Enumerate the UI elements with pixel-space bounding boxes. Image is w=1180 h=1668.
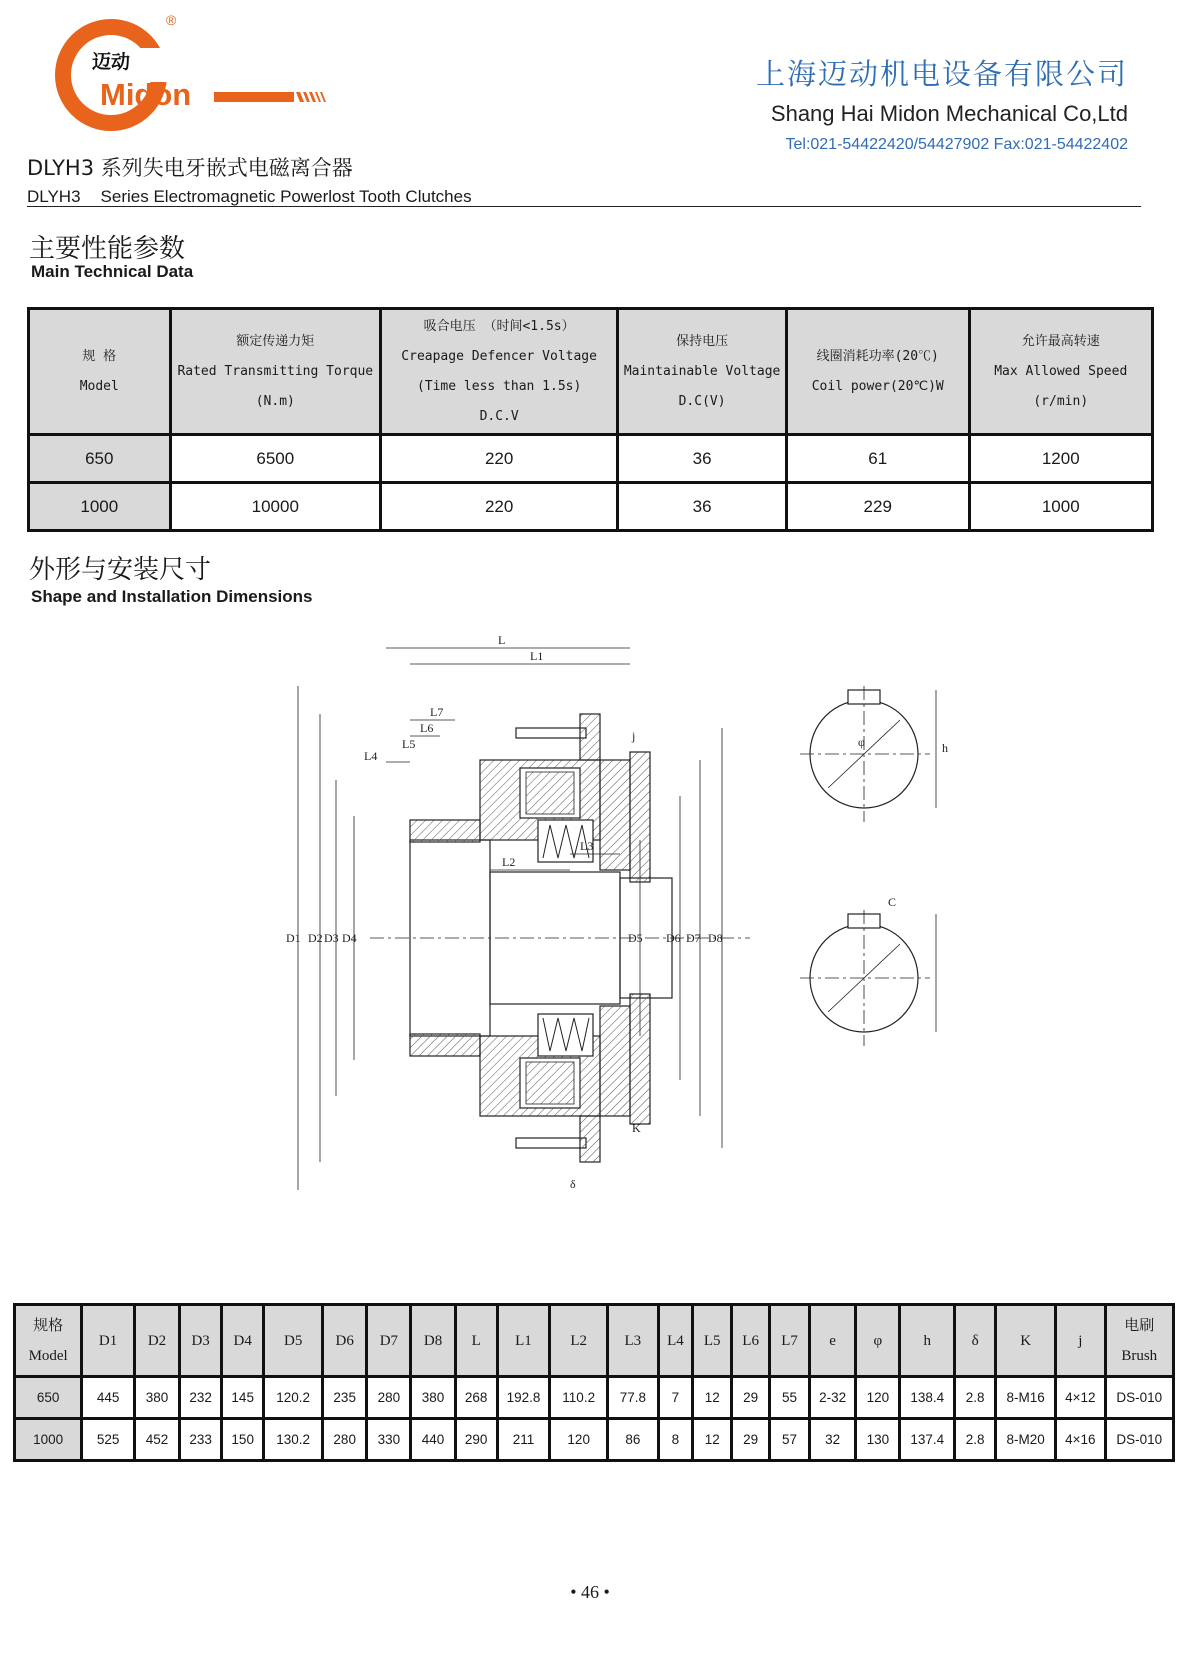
drawing-label: D8 — [708, 931, 723, 945]
section-title-cn: 主要性能参数 — [29, 234, 186, 264]
technical-data-table — [27, 307, 1154, 532]
drawing-label: δ — [570, 1177, 576, 1191]
drawing-label: L3 — [580, 839, 594, 853]
company-info — [756, 52, 1128, 154]
logo-en-text: Midon — [100, 77, 192, 112]
header-holding-voltage: 保持电压 Maintainable Voltage D.C(V) — [618, 309, 787, 435]
series-code: DLYH3 — [27, 187, 81, 206]
drawing-label: L7 — [430, 705, 444, 719]
company-contact: Tel:021-54422420/54427902 Fax:021-54422402 — [785, 136, 1128, 153]
drawing-label: D5 — [628, 931, 643, 945]
table-row: 650 445 380 232 145 120.2 235 280 380 268 192.8 110.2 77.8 7 12 29 55 2-32 120 138.4 2.8 8-M16 4×12 DS-010 — [15, 1377, 1174, 1419]
table-header-row — [29, 309, 1153, 435]
company-name-en: Shang Hai Midon Mechanical Co,Ltd — [770, 101, 1128, 126]
drawing-label: L2 — [502, 855, 516, 869]
section-title-cn: 外形与安装尺寸 — [29, 555, 212, 585]
drawing-label: φ — [858, 735, 865, 749]
header-model: 规 格 Model — [29, 309, 171, 435]
drawing-label: L4 — [364, 749, 378, 763]
drawing-label: j — [632, 729, 636, 743]
header-torque: 额定传递力矩 Rated Transmitting Torque (N.m) — [170, 309, 380, 435]
midon-logo — [56, 10, 356, 140]
header-pull-in-voltage: 吸合电压 （时间<1.5s） Creapage Defencer Voltage (Time less than 1.5s) D.C.V — [381, 309, 618, 435]
header-coil-power: 线圈消耗功率(20℃) Coil power(20℃)W — [786, 309, 969, 435]
drawing-label: L5 — [402, 737, 416, 751]
section-title-en: Main Technical Data — [31, 262, 194, 281]
logo-cn-text: 迈动 — [92, 51, 131, 73]
drawing-label: D3 — [324, 931, 339, 945]
drawing-label: D7 — [686, 931, 701, 945]
drawing-label: L — [498, 633, 506, 647]
drawing-label: D2 — [308, 931, 323, 945]
series-title-en — [27, 187, 472, 207]
drawing-label: K — [632, 1121, 641, 1135]
header-max-speed: 允许最高转速 Max Allowed Speed (r/min) — [969, 309, 1152, 435]
dimension-table — [13, 1303, 1175, 1462]
section-title-en: Shape and Installation Dimensions — [31, 587, 313, 606]
drawing-label: D6 — [666, 931, 681, 945]
table-row: 1000 10000 220 36 229 1000 — [29, 483, 1153, 531]
drawing-label: C — [888, 895, 897, 909]
table-row: 650 6500 220 36 61 1200 — [29, 435, 1153, 483]
header-model: 规格 Model — [15, 1305, 82, 1377]
drawing-label: D4 — [342, 931, 357, 945]
table-row: 1000 525 452 233 150 130.2 280 330 440 290 211 120 86 8 12 29 57 32 130 137.4 2.8 8-M20 4×16 DS-010 — [15, 1419, 1174, 1461]
drawing-label: D1 — [286, 931, 301, 945]
page-number: • 46 • — [570, 1582, 610, 1602]
drawing-label: L6 — [420, 721, 434, 735]
series-title-cn: DLYH3 系列失电牙嵌式电磁离合器 — [27, 156, 353, 180]
drawing-label: h — [942, 741, 948, 755]
title-divider — [27, 206, 1141, 207]
registered-mark: ® — [166, 12, 177, 28]
drawing-label: L1 — [530, 649, 544, 663]
company-name-cn: 上海迈动机电设备有限公司 — [755, 57, 1128, 91]
table-header-row: 规格 Model D1 D2 D3 D4 D5 D6 D7 D8 L L1 L2 L3 L4 L5 L6 L7 e φ h δ K j 电刷 Brush — [15, 1305, 1174, 1377]
technical-drawing — [280, 633, 1020, 1191]
series-name-en: Series Electromagnetic Powerlost Tooth Clutches — [100, 187, 472, 206]
header-brush: 电刷 Brush — [1105, 1305, 1174, 1377]
